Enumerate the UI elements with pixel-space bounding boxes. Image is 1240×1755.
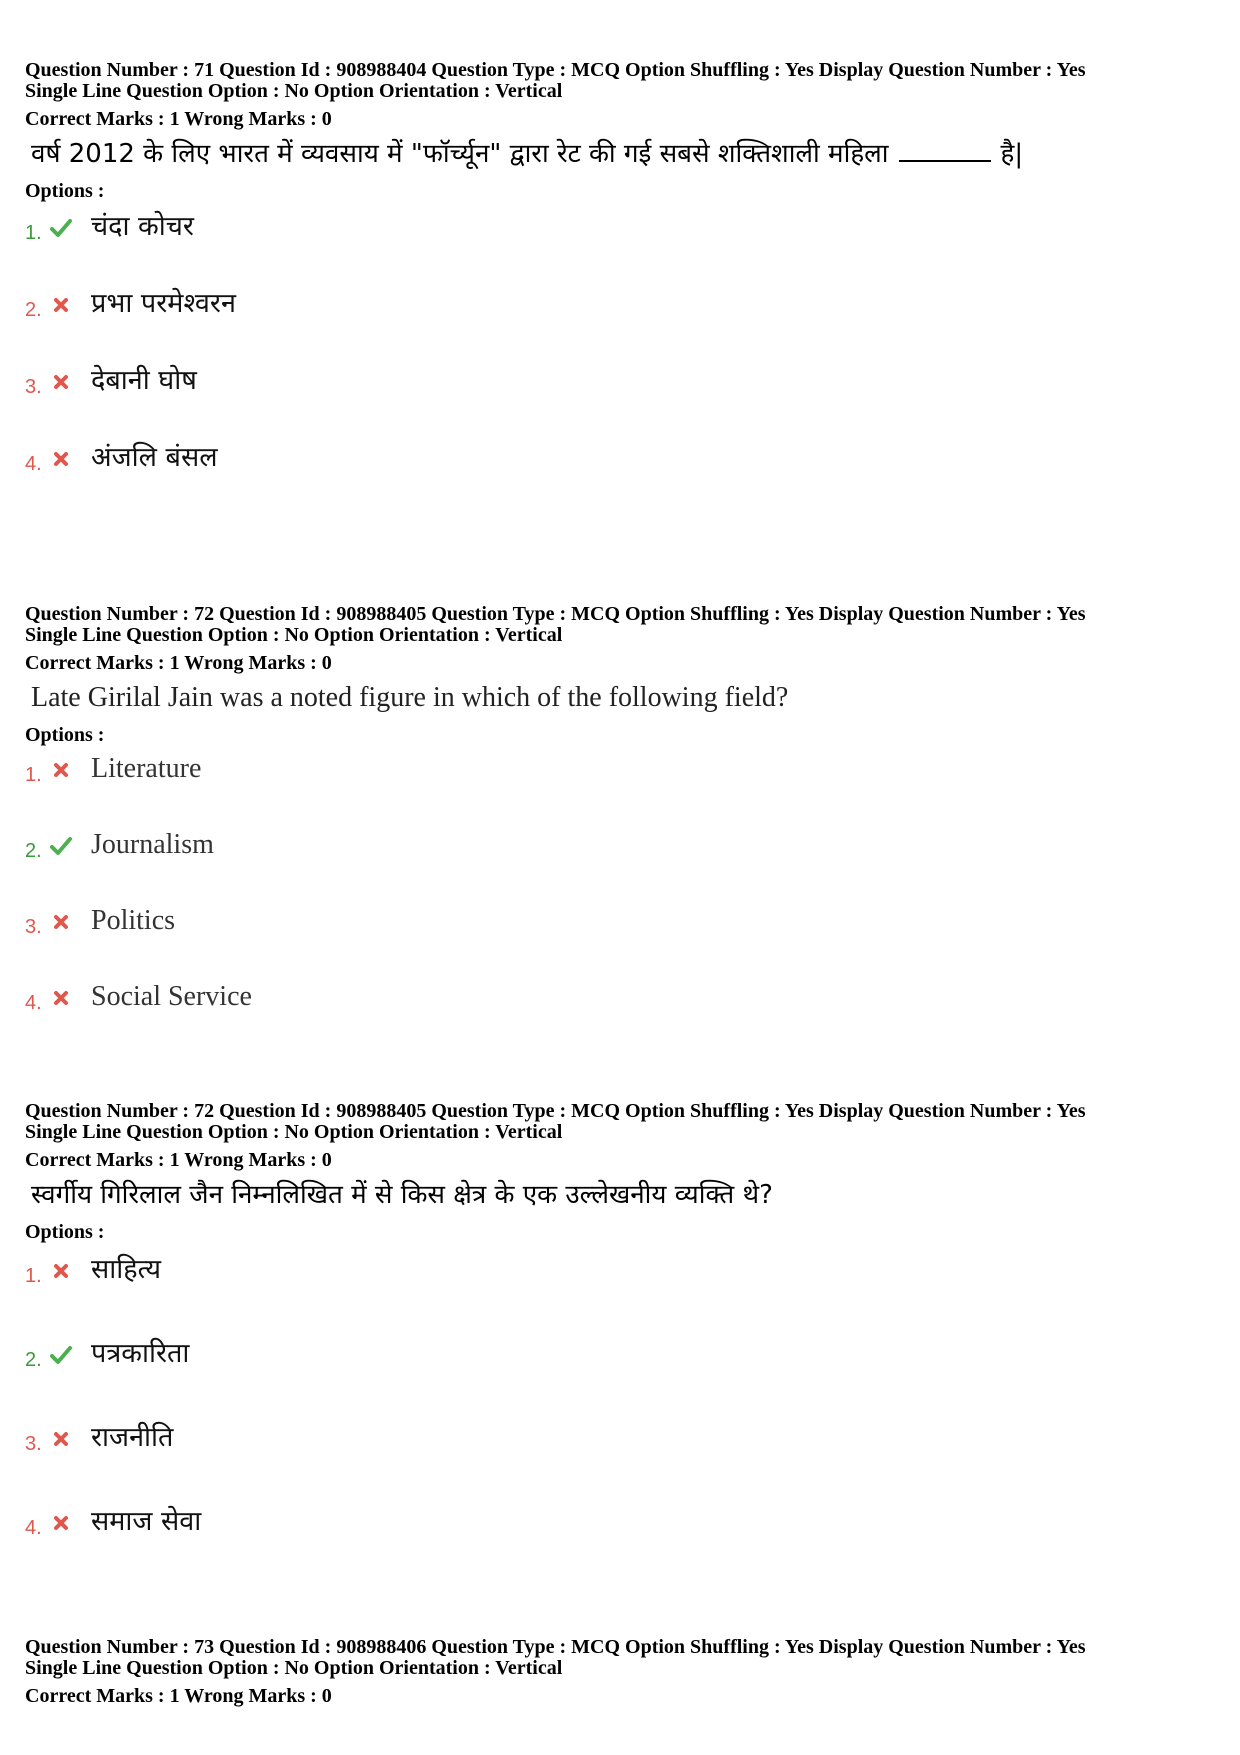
question-block-72-hi (25, 1101, 1215, 1555)
question-text: Late Girilal Jain was a noted figure in which of the following field? (31, 682, 789, 713)
option-item (25, 1253, 1215, 1337)
cross-icon (49, 447, 73, 471)
option-item (25, 980, 1215, 1030)
option-text: अंजलि बंसल (91, 442, 218, 473)
option-text: साहित्य (91, 1254, 162, 1285)
cross-icon (49, 910, 73, 934)
check-icon (49, 1343, 73, 1367)
question-meta-line: Question Number : 72 Question Id : 908988405 Question Type : MCQ Option Shuffling : Yes Display Question Number : Yes (25, 1100, 1086, 1122)
marks-line: Correct Marks : 1 Wrong Marks : 0 (25, 108, 332, 130)
cross-icon (49, 1511, 73, 1535)
check-icon (49, 834, 73, 858)
question-text: स्वर्गीय गिरिलाल जैन निम्नलिखित में से किस क्षेत्र के एक उल्लेखनीय व्यक्ति थे? (31, 1180, 773, 1210)
option-text: समाज सेवा (91, 1506, 202, 1537)
marks-line: Correct Marks : 1 Wrong Marks : 0 (25, 652, 332, 674)
option-text: चंदा कोचर (91, 211, 194, 242)
answer-blank (899, 160, 991, 162)
option-item (25, 752, 1215, 828)
question-meta-line: Question Number : 71 Question Id : 908988404 Question Type : MCQ Option Shuffling : Yes Display Question Number : Yes (25, 59, 1086, 81)
question-meta-line: Single Line Question Option : No Option Orientation : Vertical (25, 624, 563, 646)
question-text-main: वर्ष 2012 के लिए भारत में व्यवसाय में "फॉर्च्यून" द्वारा रेट की गई सबसे शक्तिशाली महिला (31, 139, 889, 169)
option-item (25, 1421, 1215, 1505)
question-meta-line: Single Line Question Option : No Option Orientation : Vertical (25, 80, 563, 102)
option-text: Social Service (91, 981, 252, 1012)
option-item (25, 1505, 1215, 1555)
option-item (25, 210, 1215, 287)
question-text (31, 136, 1215, 172)
option-number: 2. (25, 1349, 42, 1371)
option-item (25, 1337, 1215, 1421)
cross-icon (49, 1259, 73, 1283)
cross-icon (49, 1427, 73, 1451)
question-meta-line: Single Line Question Option : No Option Orientation : Vertical (25, 1121, 563, 1143)
options-label: Options : (25, 724, 105, 746)
question-block-73 (25, 1637, 1215, 1707)
cross-icon (49, 986, 73, 1010)
marks-line: Correct Marks : 1 Wrong Marks : 0 (25, 1685, 332, 1707)
options-label: Options : (25, 1221, 105, 1243)
option-number: 1. (25, 1265, 42, 1287)
options-label: Options : (25, 180, 105, 202)
option-text: देबानी घोष (91, 365, 197, 396)
option-number: 4. (25, 1517, 42, 1539)
option-number: 4. (25, 992, 42, 1014)
question-text-suffix: है| (1000, 139, 1024, 169)
option-number: 4. (25, 453, 42, 475)
question-meta-line: Question Number : 73 Question Id : 908988406 Question Type : MCQ Option Shuffling : Yes Display Question Number : Yes (25, 1636, 1086, 1658)
options-list (25, 210, 1215, 501)
option-text: Politics (91, 905, 176, 936)
option-item (25, 441, 1215, 501)
question-block-72-en (25, 604, 1215, 1030)
option-number: 3. (25, 1433, 42, 1455)
option-item (25, 287, 1215, 364)
option-text: राजनीति (91, 1422, 174, 1453)
cross-icon (49, 370, 73, 394)
question-meta-line: Question Number : 72 Question Id : 908988405 Question Type : MCQ Option Shuffling : Yes Display Question Number : Yes (25, 603, 1086, 625)
question-block-71 (25, 60, 1215, 501)
option-number: 2. (25, 840, 42, 862)
cross-icon (49, 293, 73, 317)
option-number: 3. (25, 376, 42, 398)
option-text: पत्रकारिता (91, 1338, 190, 1369)
option-number: 2. (25, 299, 42, 321)
option-item (25, 364, 1215, 441)
options-list (25, 1253, 1215, 1555)
option-item (25, 828, 1215, 904)
cross-icon (49, 758, 73, 782)
option-number: 3. (25, 916, 42, 938)
option-text: प्रभा परमेश्वरन (91, 288, 236, 319)
question-meta-line: Single Line Question Option : No Option Orientation : Vertical (25, 1657, 563, 1679)
option-text: Literature (91, 753, 202, 784)
option-text: Journalism (91, 829, 214, 860)
option-number: 1. (25, 764, 42, 786)
marks-line: Correct Marks : 1 Wrong Marks : 0 (25, 1149, 332, 1171)
option-item (25, 904, 1215, 980)
options-list (25, 752, 1215, 1030)
check-icon (49, 216, 73, 240)
option-number: 1. (25, 222, 42, 244)
